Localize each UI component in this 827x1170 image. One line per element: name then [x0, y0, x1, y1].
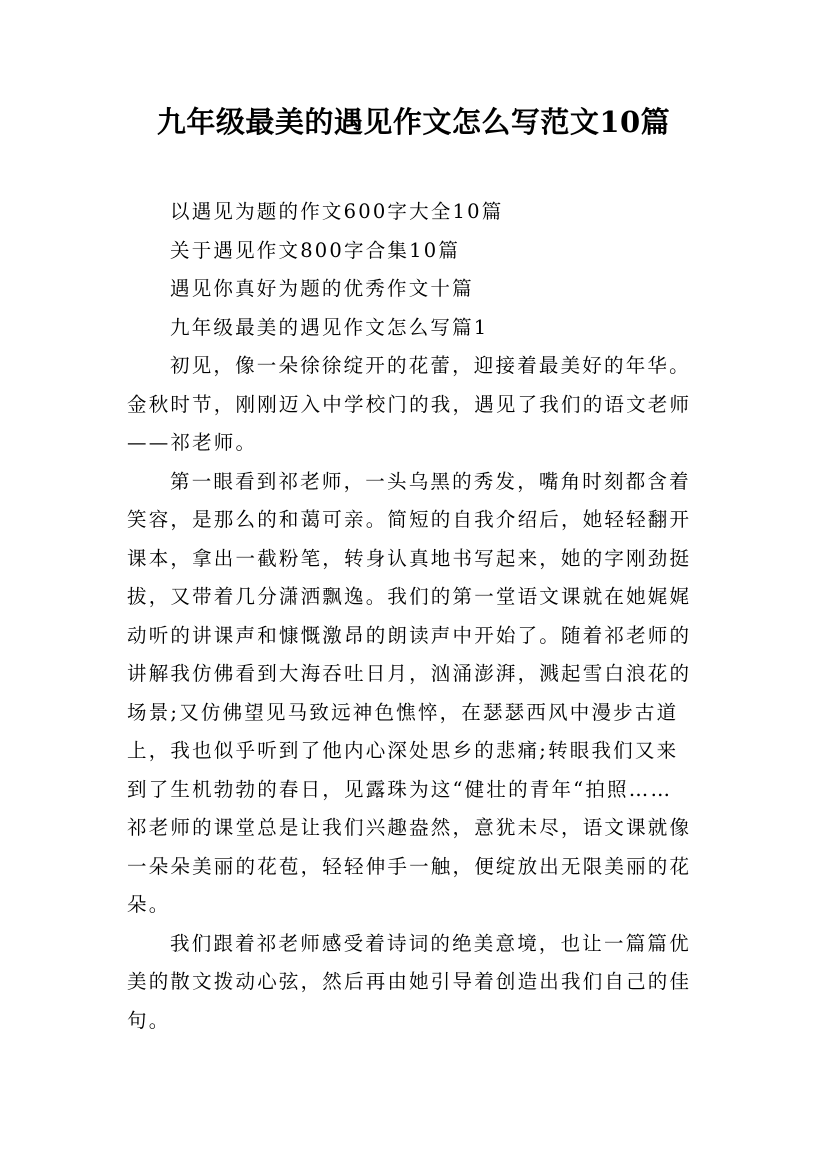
paragraph-line: 句。	[127, 1008, 171, 1032]
paragraph-line: 上，我也似乎听到了他内心深处思乡的悲痛;转眼我们又来	[127, 739, 679, 762]
paragraph-line: 拔，又带着几分潇洒飘逸。我们的第一堂语文课就在她娓娓	[127, 585, 692, 608]
section-heading: 九年级最美的遇见作文怎么写篇1	[170, 315, 489, 339]
paragraph-line: 金秋时节，刚刚迈入中学校门的我，遇见了我们的语文老师	[127, 392, 692, 416]
paragraph-line: 笑容，是那么的和蔼可亲。简短的自我介绍后，她轻轻翻开	[127, 508, 692, 531]
paragraph-line: 讲解我仿佛看到大海吞吐日月，汹涌澎湃，溅起雪白浪花的	[127, 662, 692, 685]
paragraph-line: 课本，拿出一截粉笔，转身认真地书写起来，她的字刚劲挺	[127, 546, 692, 570]
paragraph-line: 祁老师的课堂总是让我们兴趣盎然，意犹未尽，语文课就像	[127, 816, 692, 839]
paragraph-line: 初见，像一朵徐徐绽开的花蕾，迎接着最美好的年华。	[170, 354, 691, 377]
toc-item: 关于遇见作文800字合集10篇	[170, 238, 461, 262]
paragraph-line: 场景;又仿佛望见马致远神色憔悴，在瑟瑟西风中漫步古道	[127, 700, 679, 724]
toc-item: 以遇见为题的作文600字大全10篇	[170, 200, 504, 223]
toc-item: 遇见你真好为题的优秀作文十篇	[170, 277, 474, 300]
document-body	[127, 193, 727, 1040]
paragraph-line: 到了生机勃勃的春日，见露珠为这“健壮的青年“拍照……	[127, 777, 673, 801]
paragraph-line: 美的散文拨动心弦，然后再由她引导着创造出我们自己的佳	[127, 970, 692, 993]
paragraph-line: ——祁老师。	[127, 431, 258, 454]
paragraph-line: 动听的讲课声和慷慨激昂的朗读声中开始了。随着祁老师的	[127, 623, 692, 647]
document-title: 九年级最美的遇见作文怎么写范文10篇	[156, 105, 671, 139]
paragraph-line: 朵。	[127, 893, 171, 916]
paragraph-line: 第一眼看到祁老师，一头乌黑的秀发，嘴角时刻都含着	[170, 469, 691, 493]
paragraph-line: 我们跟着祁老师感受着诗词的绝美意境，也让一篇篇优	[170, 931, 691, 955]
paragraph-line: 一朵朵美丽的花苞，轻轻伸手一触，便绽放出无限美丽的花	[127, 854, 692, 878]
